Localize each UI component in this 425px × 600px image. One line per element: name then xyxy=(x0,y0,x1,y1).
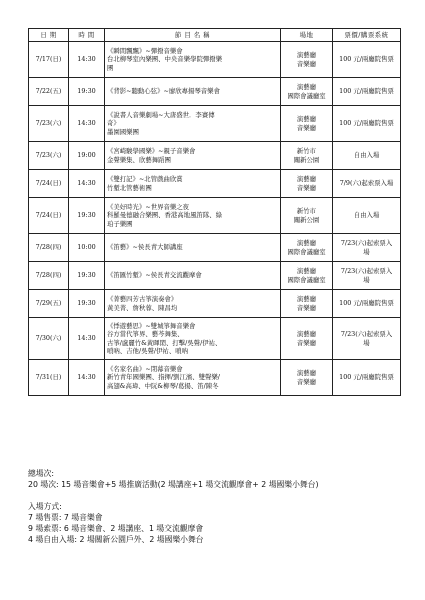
cell-date xyxy=(29,234,69,262)
cell-venue xyxy=(281,198,333,234)
cell-program xyxy=(105,170,281,198)
cell-venue xyxy=(281,262,333,290)
venue-line: 演藝廳 xyxy=(296,175,317,183)
ticket-line: 100 元/兩廳院售票 xyxy=(339,373,394,382)
cell-program xyxy=(105,142,281,170)
program-line: 新竹青年國樂團、指揮/劉江濱、雙聲樂/ xyxy=(107,373,220,382)
cell-ticket xyxy=(333,198,401,234)
venue-line: 演藝廳 xyxy=(296,83,317,91)
table-row xyxy=(29,78,401,106)
program-line: 《菁藝四芳古箏演奏會》 xyxy=(107,295,178,303)
ticket-line: 7/23(六)起索票入 xyxy=(340,239,393,247)
program-line: 嗩吶、吉他/吳聲/伊祐、嗩吶 xyxy=(107,347,188,355)
program-line: 谷方當代箏界、藝芩舞集、 xyxy=(107,330,184,338)
cell-ticket xyxy=(333,290,401,318)
cell-time xyxy=(69,170,105,198)
entry-line-reserved: 9 場索票: 6 場音樂會、2 場講座、1 場交流觀摩會 xyxy=(28,524,204,533)
time-text: 14:30 xyxy=(77,55,96,64)
ticket-line: 場 xyxy=(363,275,370,284)
cell-time xyxy=(69,234,105,262)
program-line: 《說書人音樂劇場~大唐盛世．李賽傳 xyxy=(107,110,215,119)
cell-program xyxy=(105,234,281,262)
ticket-line: 100 元/兩廳院售票 xyxy=(339,299,394,308)
cell-time xyxy=(69,318,105,360)
table-row xyxy=(29,234,401,262)
table-row xyxy=(29,198,401,234)
cell-program xyxy=(105,198,281,234)
ticket-line: 場 xyxy=(363,338,370,347)
cell-venue xyxy=(281,290,333,318)
time-text: 19:30 xyxy=(77,211,96,220)
date-text: 7/23(六) xyxy=(35,151,62,160)
program-line: 金聲樂集、欣藝舞蹈團 xyxy=(107,155,171,164)
venue-line: 音樂廳 xyxy=(296,123,317,132)
schedule-body xyxy=(29,42,401,396)
cell-venue xyxy=(281,78,333,106)
cell-program xyxy=(105,290,281,318)
time-text: 19:30 xyxy=(77,87,96,96)
program-line: 古箏/盧麗竹&黃暉閎、打擊/吳聲/伊祐、 xyxy=(107,338,222,347)
notes-gap xyxy=(28,490,400,501)
program-line: 黃美菁、詹秋蓉、陳昌均 xyxy=(107,303,178,312)
entry-line-ticketed: 7 場售票: 7 場音樂會 xyxy=(28,513,103,522)
total-line: 20 場次: 15 場音樂會+5 場推廣活動(2 場講座+1 場交流觀摩會+ 2 場國樂小舞台) xyxy=(28,480,319,489)
cell-program xyxy=(105,42,281,78)
cell-venue xyxy=(281,142,333,170)
header-date: 日 期 xyxy=(29,29,69,42)
program-line: 《美好時光》~世界音樂之夜 xyxy=(107,202,190,211)
cell-time xyxy=(69,290,105,318)
ticket-line: 7/23(六)起索票入 xyxy=(340,267,393,275)
cell-ticket xyxy=(333,170,401,198)
program-line: 《笛匯竹塹》~侯長青交流觀摩會 xyxy=(107,271,202,280)
cell-date xyxy=(29,142,69,170)
ticket-line: 7/9(六)起索票入場 xyxy=(339,179,394,188)
cell-venue xyxy=(281,318,333,360)
program-line: 《雙打記》~北管戲曲欣賞 xyxy=(107,175,183,183)
ticket-line: 100 元/兩廳院售票 xyxy=(339,55,394,64)
cell-ticket xyxy=(333,78,401,106)
cell-program xyxy=(105,78,281,106)
ticket-line: 自由入場 xyxy=(353,211,380,220)
cell-time xyxy=(69,42,105,78)
header-time: 時 間 xyxy=(69,29,105,42)
venue-line: 國際會議廳室 xyxy=(287,247,326,256)
cell-ticket xyxy=(333,234,401,262)
program-line: 竹塹北管藝術團 xyxy=(107,183,152,192)
venue-line: 關新公園 xyxy=(293,155,320,164)
venue-line: 音樂廳 xyxy=(296,377,317,386)
header-venue: 場地 xyxy=(281,29,333,42)
time-text: 19:00 xyxy=(77,151,96,160)
schedule-table xyxy=(28,28,401,396)
venue-line: 演藝廳 xyxy=(296,51,317,59)
venue-line: 演藝廳 xyxy=(296,115,317,123)
cell-ticket xyxy=(333,318,401,360)
schedule-sheet xyxy=(28,28,400,396)
date-text: 7/29(五) xyxy=(35,299,62,308)
cell-time xyxy=(69,78,105,106)
program-line: 《背影~聽動心弦》~廖欣專揚琴音樂會 xyxy=(107,87,220,96)
venue-line: 音樂廳 xyxy=(296,303,317,312)
entry-title: 入場方式: xyxy=(28,502,62,511)
summary-notes xyxy=(28,468,400,545)
venue-line: 國際會議廳室 xyxy=(287,91,326,100)
table-header-row xyxy=(29,29,401,42)
time-text: 14:30 xyxy=(77,179,96,188)
cell-program xyxy=(105,360,281,396)
program-line: 《瞬間飄飄》~彈撥音樂會 xyxy=(107,46,183,55)
table-row xyxy=(29,318,401,360)
time-text: 19:30 xyxy=(77,271,96,280)
cell-program xyxy=(105,106,281,142)
ticket-line: 7/23(六)起索票入 xyxy=(340,330,393,338)
cell-date xyxy=(29,262,69,290)
cell-ticket xyxy=(333,42,401,78)
cell-ticket xyxy=(333,360,401,396)
cell-time xyxy=(69,142,105,170)
time-text: 14:30 xyxy=(77,119,96,128)
date-text: 7/28(四) xyxy=(35,243,62,252)
program-line: 《名家名曲》~閉幕音樂會 xyxy=(107,364,183,373)
ticket-line: 100 元/兩廳院售票 xyxy=(339,119,394,128)
cell-program xyxy=(105,262,281,290)
header-ticket: 票價/購票系統 xyxy=(333,29,401,42)
date-text: 7/23(六) xyxy=(35,119,62,128)
program-line: 《悸遊藝思》~雙城箏舞音樂會 xyxy=(107,321,196,330)
cell-time xyxy=(69,106,105,142)
cell-ticket xyxy=(333,106,401,142)
program-line: 《宮崎駿學國樂》~親子音樂會 xyxy=(107,147,196,155)
cell-time xyxy=(69,360,105,396)
cell-time xyxy=(69,262,105,290)
table-row xyxy=(29,142,401,170)
venue-line: 音樂廳 xyxy=(296,59,317,68)
venue-line: 音樂廳 xyxy=(296,338,317,347)
venue-line: 國際會議廳室 xyxy=(287,275,326,284)
cell-ticket xyxy=(333,142,401,170)
program-line: 科羅曼德融合樂團、香港高地風笛隊、綠 xyxy=(107,211,223,220)
program-line: 台北柳琴室內樂團、中央音樂學院彈撥樂 xyxy=(107,55,223,64)
cell-date xyxy=(29,360,69,396)
date-text: 7/17(日) xyxy=(35,55,62,64)
venue-line: 演藝廳 xyxy=(296,330,317,338)
cell-ticket xyxy=(333,262,401,290)
venue-line: 關新公園 xyxy=(293,215,320,224)
ticket-line: 場 xyxy=(363,247,370,256)
table-row xyxy=(29,42,401,78)
cell-venue xyxy=(281,42,333,78)
date-text: 7/22(五) xyxy=(35,87,62,96)
ticket-line: 自由入場 xyxy=(353,151,380,160)
time-text: 14:30 xyxy=(77,373,96,382)
date-text: 7/30(六) xyxy=(35,334,62,343)
program-line: 珀子樂團 xyxy=(107,219,133,228)
cell-date xyxy=(29,170,69,198)
table-row xyxy=(29,262,401,290)
cell-program xyxy=(105,318,281,360)
header-program: 節 目 名 稱 xyxy=(105,29,281,42)
cell-venue xyxy=(281,106,333,142)
venue-line: 演藝廳 xyxy=(296,295,317,303)
program-line: 《笛藝》~侯長青大師講座 xyxy=(107,243,183,252)
table-row xyxy=(29,360,401,396)
cell-date xyxy=(29,198,69,234)
time-text: 14:30 xyxy=(77,334,96,343)
table-row xyxy=(29,170,401,198)
cell-date xyxy=(29,42,69,78)
date-text: 7/24(日) xyxy=(35,179,62,188)
venue-line: 演藝廳 xyxy=(296,369,317,377)
cell-date xyxy=(29,318,69,360)
venue-line: 新竹市 xyxy=(296,207,317,215)
total-title: 總場次: xyxy=(28,469,55,478)
date-text: 7/24(日) xyxy=(35,211,62,220)
program-line: 墨園國樂團 xyxy=(107,127,139,136)
time-text: 19:30 xyxy=(77,299,96,308)
venue-line: 演藝廳 xyxy=(296,239,317,247)
cell-venue xyxy=(281,234,333,262)
program-line: 團 xyxy=(107,63,114,72)
entry-line-free: 4 場自由入場: 2 場關新公園戶外、2 場國樂小舞台 xyxy=(28,535,204,544)
venue-line: 演藝廳 xyxy=(296,267,317,275)
cell-date xyxy=(29,290,69,318)
cell-venue xyxy=(281,170,333,198)
table-row xyxy=(29,290,401,318)
cell-time xyxy=(69,198,105,234)
ticket-line: 100 元/兩廳院售票 xyxy=(339,87,394,96)
program-line: 高翅&高瑋、中阮&柳琴/葛揚、笛/陳冬 xyxy=(107,381,219,390)
cell-venue xyxy=(281,360,333,396)
date-text: 7/31(日) xyxy=(35,373,62,382)
cell-date xyxy=(29,78,69,106)
table-row xyxy=(29,106,401,142)
date-text: 7/28(四) xyxy=(35,271,62,280)
program-line: 奇》 xyxy=(107,119,120,128)
venue-line: 新竹市 xyxy=(296,147,317,155)
time-text: 10:00 xyxy=(77,243,96,252)
cell-date xyxy=(29,106,69,142)
venue-line: 音樂廳 xyxy=(296,183,317,192)
